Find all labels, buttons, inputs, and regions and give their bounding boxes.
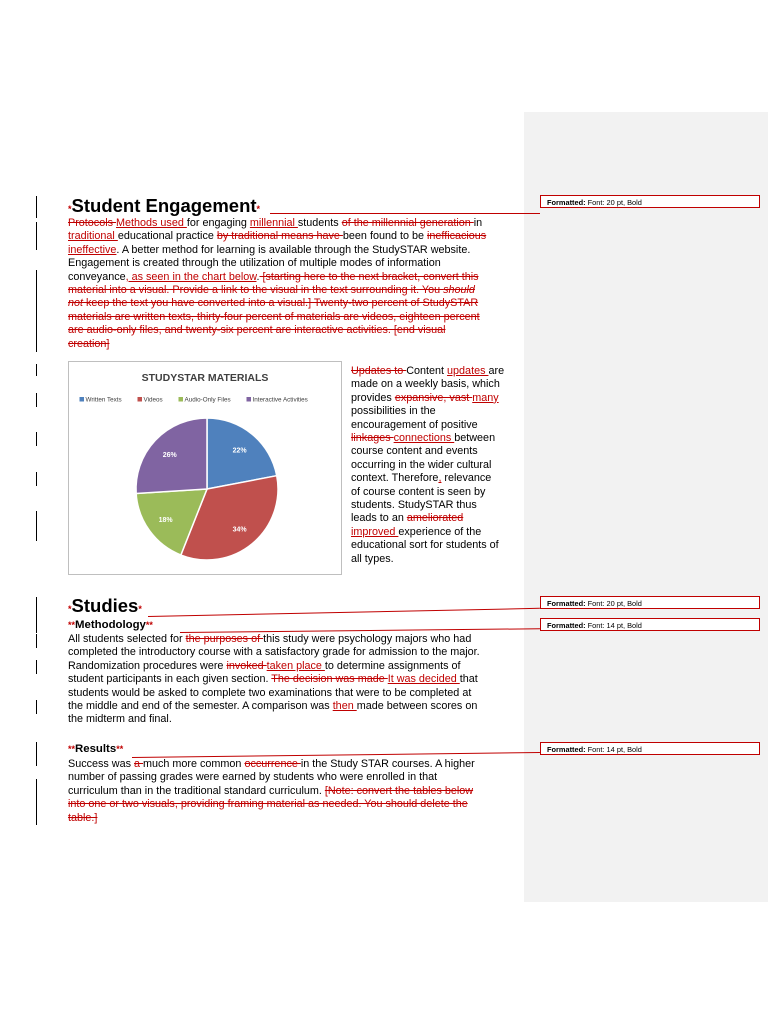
- deleted-text: by traditional means have: [216, 230, 343, 243]
- studystar-materials-chart: [68, 361, 342, 575]
- formatting-comment[interactable]: [540, 195, 760, 208]
- change-bar: [36, 222, 37, 250]
- format-mark: *: [119, 744, 124, 754]
- pie-chart-svg: [69, 362, 341, 574]
- formatting-comment[interactable]: [540, 596, 760, 609]
- text: context. Therefore: [351, 472, 439, 485]
- inserted-text: taken place: [266, 659, 325, 672]
- heading-methodology: [68, 618, 153, 632]
- methodology-paragraph: [68, 633, 518, 727]
- heading-studies: [68, 595, 142, 620]
- format-mark: *: [138, 604, 142, 614]
- text: are: [488, 365, 505, 377]
- deleted-text: invoked: [226, 659, 267, 672]
- deleted-text: a: [134, 758, 144, 770]
- format-mark: *: [256, 204, 261, 214]
- format-mark: *: [145, 620, 150, 630]
- legend-label: Interactive Activities: [252, 396, 308, 404]
- comment-label: Formatted:: [547, 621, 586, 630]
- deleted-text: Protocols: [68, 217, 117, 229]
- change-bar: [36, 196, 37, 218]
- text: curriculum than in the traditional standard curriculum.: [68, 784, 325, 797]
- text: that: [459, 673, 478, 686]
- deleted-text: Updates to: [351, 365, 407, 377]
- text-line: completed the introductory course with a satisfactory grade for admission to the major.: [68, 646, 480, 659]
- deleted-text: of the millennial generation: [341, 217, 474, 229]
- text-line: occurring in the wider cultural: [351, 458, 492, 471]
- text: educational practice: [117, 230, 217, 243]
- inserted-text: traditional: [68, 230, 118, 243]
- text: leads to an: [351, 512, 407, 525]
- text: conveyance: [68, 270, 126, 283]
- text: student participants in each given section.: [68, 673, 272, 686]
- deleted-text: not: [68, 297, 84, 310]
- inserted-text: millennial: [249, 217, 298, 229]
- deleted-text: [starting here to the next bracket, convert this: [259, 270, 479, 283]
- deleted-text: into one or two visuals, providing framing material as needed. You should delete the: [68, 798, 468, 811]
- inserted-text: then: [332, 700, 357, 713]
- deleted-text: are audio-only files, and twenty-six percent are interactive activities. [end visual: [68, 324, 446, 337]
- pie-data-label: 22%: [232, 447, 247, 455]
- text: been found to be: [342, 230, 427, 243]
- text-line: of course content is seen by: [351, 485, 486, 498]
- deleted-text: should: [443, 284, 475, 297]
- deleted-text: ameliorated: [406, 512, 464, 525]
- deleted-text: occurrence: [244, 758, 301, 770]
- change-bar: [36, 779, 37, 825]
- comment-leader-line: [148, 608, 540, 617]
- text-line: number of passing grades were earned by students who were enrolled in that: [68, 771, 438, 784]
- text: in: [473, 217, 483, 229]
- text-line: the midterm and final.: [68, 713, 172, 726]
- heading-results: [68, 742, 123, 756]
- pie-data-label: 26%: [162, 452, 177, 460]
- legend-label: Audio-Only Files: [184, 396, 231, 404]
- change-bar: [36, 742, 37, 766]
- text-line: course content and events: [351, 445, 478, 458]
- deleted-text: the purposes of: [185, 633, 264, 645]
- change-bar: [36, 432, 37, 446]
- comment-sidebar: [524, 112, 768, 902]
- text: made between scores on: [356, 700, 478, 713]
- format-mark: *: [116, 744, 120, 754]
- deleted-text: creation]: [68, 337, 110, 350]
- comment-label: Formatted:: [547, 198, 586, 207]
- results-paragraph: [68, 758, 518, 825]
- inserted-text: improved: [351, 525, 399, 538]
- updates-paragraph: [351, 365, 521, 566]
- deleted-text: inefficacious: [426, 230, 487, 243]
- heading-text: Results: [75, 743, 117, 755]
- deleted-text: The decision was made: [271, 673, 388, 686]
- comment-label: Formatted:: [547, 745, 586, 754]
- change-bar: [36, 597, 37, 633]
- pie-data-label: 34%: [232, 526, 247, 534]
- legend-label: Written Texts: [85, 396, 122, 404]
- format-mark: *: [149, 620, 153, 630]
- formatting-comment[interactable]: [540, 618, 760, 631]
- comment-text: Font: 20 pt, Bold: [585, 198, 642, 207]
- change-bar: [36, 393, 37, 407]
- pie-slices: [136, 418, 278, 560]
- heading-text: Methodology: [75, 619, 146, 631]
- inserted-text: connections: [393, 432, 455, 445]
- text: much more common: [143, 758, 245, 770]
- pie-data-label: 18%: [158, 517, 173, 525]
- text-line: all types.: [351, 552, 394, 565]
- text-line: educational sort for students of: [351, 539, 499, 552]
- comment-label: Formatted:: [547, 599, 586, 608]
- legend-label: Videos: [143, 396, 163, 404]
- format-mark: *: [71, 620, 76, 630]
- chart-legend: [80, 397, 308, 404]
- deleted-text: linkages: [351, 432, 394, 445]
- legend-swatch: [138, 397, 143, 402]
- text: for engaging: [186, 217, 250, 229]
- text: Content: [406, 365, 448, 377]
- heading-text: Student Engagement: [71, 195, 257, 216]
- text-line: encouragement of positive: [351, 418, 478, 431]
- text: experience of the: [398, 525, 482, 538]
- deleted-text: expansive, vast: [394, 391, 473, 404]
- deleted-text: keep the text you have converted into a visual.] Twenty-two percent of StudySTAR: [83, 297, 479, 310]
- inserted-text: many: [472, 391, 499, 404]
- legend-swatch: [179, 397, 184, 402]
- text-line: made on a weekly basis, which: [351, 378, 500, 391]
- change-bar: [36, 270, 37, 352]
- deleted-text: material into a visual. Provide a link to the visual in the text surrounding it. You: [68, 284, 444, 297]
- text: between: [454, 432, 496, 445]
- text-line: students. StudySTAR thus: [351, 499, 477, 512]
- chart-title: STUDYSTAR MATERIALS: [141, 372, 269, 384]
- deleted-text: materials are written texts, thirty-four percent of materials are videos, eighteen percent: [68, 310, 480, 323]
- inserted-text: ,: [438, 472, 442, 485]
- text: Randomization procedures were: [68, 659, 227, 672]
- text: to determine assignments of: [324, 659, 461, 672]
- format-mark: *: [68, 744, 72, 754]
- comment-text: Font: 20 pt, Bold: [585, 599, 642, 608]
- text-line: students would be asked to complete two examinations that were to be completed at: [68, 686, 472, 699]
- legend-swatch: [247, 397, 252, 402]
- inserted-text: Methods used: [116, 217, 187, 229]
- text: provides: [351, 391, 395, 404]
- text-line: Engagement is created through the utilization of multiple modes of information: [68, 257, 441, 270]
- comment-text: Font: 14 pt, Bold: [585, 621, 642, 630]
- format-mark: *: [68, 604, 72, 614]
- comment-leader-line: [270, 213, 540, 214]
- deleted-text: table.]: [68, 811, 98, 824]
- change-bar: [36, 660, 37, 674]
- inserted-text: updates: [447, 365, 489, 377]
- change-bar: [36, 364, 37, 376]
- text: this study were psychology majors who had: [263, 633, 472, 645]
- heading-text: Studies: [71, 595, 139, 616]
- text: relevance: [441, 472, 492, 485]
- inserted-text: It was decided: [387, 673, 460, 686]
- format-mark: *: [68, 204, 72, 214]
- text: students: [297, 217, 342, 229]
- format-mark: *: [71, 744, 76, 754]
- change-bar: [36, 634, 37, 648]
- change-bar: [36, 472, 37, 486]
- change-bar: [36, 700, 37, 714]
- text: All students selected for: [68, 633, 186, 645]
- change-bar: [36, 511, 37, 541]
- text: . A better method for learning is available through the StudySTAR website.: [116, 243, 471, 256]
- formatting-comment[interactable]: [540, 742, 760, 755]
- text-line: possibilities in the: [351, 405, 436, 418]
- format-mark: *: [68, 620, 72, 630]
- deleted-text: [Note: convert the tables below: [324, 784, 474, 797]
- inserted-text: , as seen in the chart below: [125, 270, 257, 283]
- comment-text: Font: 14 pt, Bold: [585, 745, 642, 754]
- legend-swatch: [80, 397, 85, 402]
- text: the middle and end of the semester. A comparison was: [68, 700, 333, 713]
- text: in the Study STAR courses. A higher: [300, 758, 475, 770]
- inserted-text: ineffective: [68, 243, 117, 256]
- engagement-paragraph: [68, 217, 518, 351]
- text: .: [256, 270, 260, 283]
- text: Success was: [68, 758, 135, 770]
